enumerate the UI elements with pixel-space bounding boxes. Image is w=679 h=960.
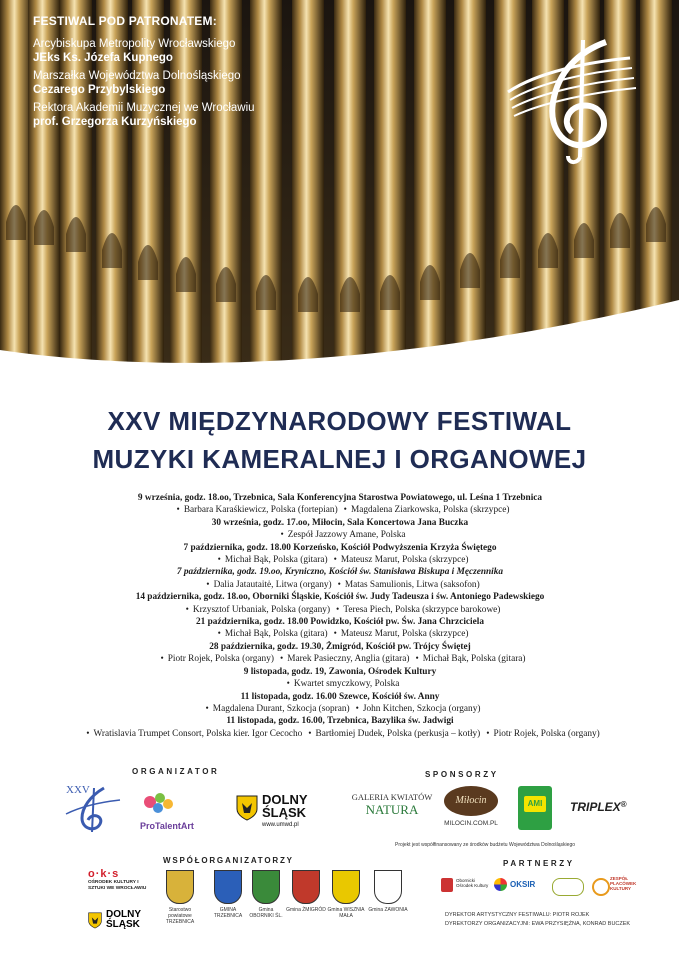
protalentart-logo xyxy=(140,790,220,834)
concert-performers xyxy=(40,579,640,591)
concert-event: 30 września, godz. 17.oo, Miłocin, Sala Koncertowa Jana Buczka xyxy=(211,517,469,528)
concert-performers xyxy=(40,529,640,541)
gmina-crest xyxy=(326,870,366,932)
gmina-crest xyxy=(246,870,286,932)
funding-note: Projekt jest współfinansowany ze środków budżetu Województwa Dolnośląskiego xyxy=(395,842,575,848)
obornicki-ok-logo xyxy=(441,877,491,895)
organ-pipe xyxy=(454,0,486,385)
performer: • Piotr Rojek, Polska (organy) xyxy=(480,729,600,739)
performer: • Krzysztof Urbaniak, Polska (organy) xyxy=(180,605,330,615)
concert-performers xyxy=(40,678,640,690)
organ-pipe xyxy=(414,0,446,385)
performer: • Barbara Karaśkiewicz, Polska (fortepian) xyxy=(171,505,338,515)
gmina-name: GMINA TRZEBNICA xyxy=(213,907,243,919)
oksir-text: OKSIR xyxy=(510,880,536,889)
performer: • Michał Bąk, Polska (gitara) xyxy=(212,629,328,639)
concert-event: 28 października, godz. 19.30, Żmigród, Kościół pw. Trójcy Świętej xyxy=(209,641,471,652)
xxv-clef-logo xyxy=(64,784,122,836)
milocin-badge: Miłocin xyxy=(444,786,498,816)
protalentart-text: ProTalentArt xyxy=(140,821,194,831)
gmina-name: Gmina ŻMIGRÓD xyxy=(286,907,326,913)
festival-title-line1: XXV MIĘDZYNARODOWY FESTIWAL xyxy=(107,406,572,436)
performer: • John Kitchen, Szkocja (organy) xyxy=(350,704,481,714)
crest-shield-icon xyxy=(292,870,320,904)
natura-text: NATURA xyxy=(365,802,419,817)
artistic-director-credit: DYREKTOR ARTYSTYCZNY FESTIWALU: PIOTR ROJEK xyxy=(445,912,590,918)
dolny-text: DOLNY xyxy=(262,792,308,807)
concert-performers xyxy=(40,628,640,640)
organ-pipe xyxy=(374,0,406,385)
ami-text: AMI xyxy=(524,796,546,812)
gmina-crest xyxy=(208,870,248,932)
patron-name: JEks Ks. Józefa Kupnego xyxy=(33,52,173,64)
ook-text: Obornicki Ośrodek Kultury xyxy=(456,878,489,888)
umwd-url: www.umwd.pl xyxy=(262,822,299,828)
performer: • Dalia Jatautaitė, Litwa (organy) xyxy=(200,580,331,590)
concert-event: 21 października, godz. 18.00 Powidzko, Kościół pw. Św. Jana Chrzciciela xyxy=(196,617,484,628)
patronage-heading: FESTIWAL POD PATRONATEM: xyxy=(33,14,217,28)
crest-shield-icon xyxy=(166,870,194,904)
dolny-slask-logo-2 xyxy=(88,910,152,932)
patron-line: Arcybiskupa Metropolity Wrocławskiego xyxy=(33,38,236,50)
gmina-crest xyxy=(160,870,200,932)
concert-performers xyxy=(40,604,640,616)
performer: • Matas Samulionis, Litwa (saksofon) xyxy=(332,580,480,590)
concert-performers xyxy=(40,728,640,740)
slask-text-2: ŚLĄSK xyxy=(106,919,140,930)
organizer-label: ORGANIZATOR xyxy=(132,767,220,776)
crest-shield-icon xyxy=(252,870,280,904)
performer: • Piotr Rojek, Polska (organy) xyxy=(154,654,274,664)
okis-mark: o·k·s xyxy=(88,868,120,880)
concert-event: 9 września, godz. 18.oo, Trzebnica, Sala Konferencyjna Starostwa Powiatowego, ul. Leśna 1 Trzebnica xyxy=(137,493,543,503)
patron-line: Marszałka Województwa Dolnośląskiego xyxy=(33,70,241,82)
concert-event: 7 października, godz. 18.00 Korzeńsko, Kościół Podwyższenia Krzyża Świętego xyxy=(183,542,497,553)
galeria-natura-logo xyxy=(350,792,434,828)
crest-shield-icon xyxy=(214,870,242,904)
ook-icon xyxy=(441,878,453,892)
organizational-directors-credit: DYREKTORZY ORGANIZACYJNI: EWA PRZYSIĘŻNA, KONRAD BUCZEK xyxy=(445,921,631,927)
gmina-crest xyxy=(286,870,326,932)
zpk-icon xyxy=(592,878,610,896)
gmina-name: Gmina ZAWONIA xyxy=(368,907,408,913)
concert-event: 11 listopada, godz. 16.00 Szewce, Kościół św. Anny xyxy=(240,691,440,702)
patron-name: prof. Grzegorza Kurzyńskiego xyxy=(33,116,197,128)
concert-schedule xyxy=(40,492,640,740)
concert-event: 7 października, godz. 19.oo, Kryniczno, Kościół św. Stanisława Biskupa i Męczennika xyxy=(176,567,504,578)
okis-logo xyxy=(88,868,148,904)
crest-shield-icon xyxy=(332,870,360,904)
zpk-text: ZESPÓŁ PLACÓWEK KULTURY xyxy=(610,876,637,891)
gmina-name: Gmina WISZNIA MAŁA xyxy=(327,907,365,919)
concert-event: 11 listopada, godz. 16.00, Trzebnica, Bazylika św. Jadwigi xyxy=(226,716,454,727)
performer: • Bartłomiej Dudek, Polska (perkusja – kotły) xyxy=(302,729,480,739)
partners-label: PARTNERZY xyxy=(503,859,575,868)
performer: • Magdalena Durant, Szkocja (sopran) xyxy=(200,704,350,714)
performer: • Michał Bąk, Polska (gitara) xyxy=(212,555,328,565)
gmina-name: Starostwo powiatowe TRZEBNICA xyxy=(165,907,195,925)
concert-performers xyxy=(40,554,640,566)
patronage-block xyxy=(33,14,363,133)
performer: • Zespół Jazzowy Amane, Polska xyxy=(274,530,405,540)
performer: • Michał Bąk, Polska (gitara) xyxy=(410,654,526,664)
triplex-logo xyxy=(570,800,644,818)
performer: • Magdalena Ziarkowska, Polska (skrzypce) xyxy=(338,505,510,515)
triplex-text: TRIPLEX xyxy=(570,800,621,814)
performer: • Wratislavia Trumpet Consort, Polska kier. Igor Cecocho xyxy=(80,729,302,739)
ami-logo xyxy=(518,786,552,830)
performer: • Marek Pasieczny, Anglia (gitara) xyxy=(274,654,410,664)
oksir-icon xyxy=(494,878,507,891)
gmina-name: Gmina OBORNIKI ŚL. xyxy=(249,907,283,919)
xxv-text: XXV xyxy=(66,784,90,796)
patron-line: Rektora Akademii Muzycznej we Wrocławiu xyxy=(33,102,255,114)
concert-event: 14 października, godz. 18.oo, Oborniki Śląskie, Kościół św. Judy Tadeusza i św. Antoniego Padewskiego xyxy=(135,592,545,603)
partner-logo-3 xyxy=(552,878,584,896)
concert-event: 9 listopada, godz. 19, Zawonia, Ośrodek Kultury xyxy=(243,666,437,677)
performer: • Mateusz Marut, Polska (skrzypce) xyxy=(328,629,469,639)
milocin-logo xyxy=(440,786,502,832)
gmina-crest xyxy=(368,870,408,932)
dolny-slask-logo xyxy=(236,793,316,833)
concert-performers xyxy=(40,703,640,715)
performer: • Mateusz Marut, Polska (skrzypce) xyxy=(328,555,469,565)
oksir-logo xyxy=(494,877,544,895)
organ-pipe xyxy=(0,0,32,385)
slask-text: ŚLĄSK xyxy=(262,805,307,820)
festival-title-line2: MUZYKI KAMERALNEJ I ORGANOWEJ xyxy=(92,444,587,474)
galeria-text: GALERIA KWIATÓW xyxy=(351,792,433,802)
coorganizers-label: WSPÓŁORGANIZATORZY xyxy=(163,856,294,865)
performer: • Kwartet smyczkowy, Polska xyxy=(281,679,400,689)
performer: • Teresa Piech, Polska (skrzypce barokowe) xyxy=(330,605,500,615)
concert-performers xyxy=(40,504,640,516)
registered-icon: ® xyxy=(620,800,627,809)
dolny-text-2: DOLNY xyxy=(106,909,141,920)
festival-clef-logo xyxy=(498,32,638,167)
sponsors-label: SPONSORZY xyxy=(425,770,499,779)
okis-text: OŚRODEK KULTURY I SZTUKI WE WROCŁAWIU xyxy=(88,880,147,891)
patron-name: Cezarego Przybylskiego xyxy=(33,84,166,96)
milocin-url: MILOCIN.COM.PL xyxy=(444,820,498,827)
zpk-logo xyxy=(592,874,638,896)
crest-shield-icon xyxy=(374,870,402,904)
concert-performers xyxy=(40,653,640,665)
